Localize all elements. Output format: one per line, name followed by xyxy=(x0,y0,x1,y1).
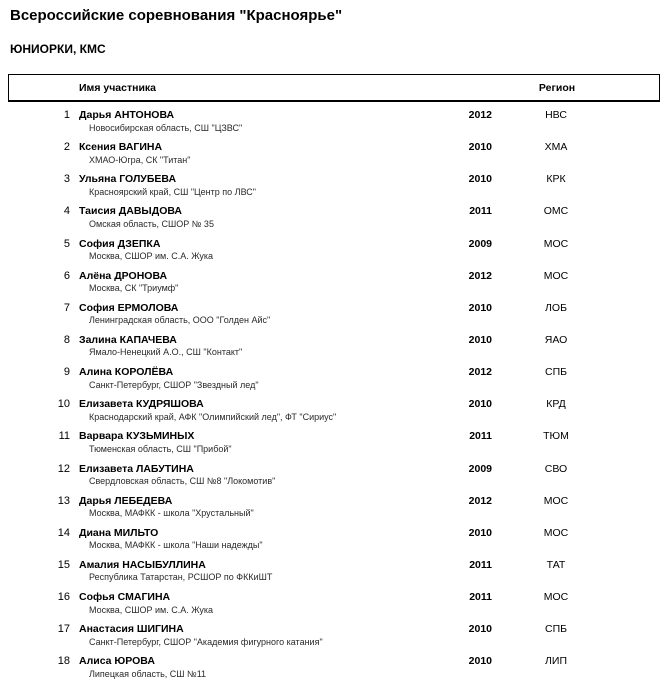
participant-club: Москва, МАФКК - школа "Хрустальный" xyxy=(89,508,254,519)
participant-club: Красноярский край, СШ "Центр по ЛВС" xyxy=(89,186,256,197)
table-row xyxy=(0,104,668,136)
participant-club: Свердловская область, СШ №8 "Локомотив" xyxy=(89,476,276,487)
row-number: 12 xyxy=(57,462,70,475)
row-number: 13 xyxy=(57,494,70,507)
table-row xyxy=(0,586,668,618)
participant-birth-year: 2010 xyxy=(468,301,492,314)
participant-name: София ДЗЕПКА xyxy=(79,237,161,250)
participant-name: Анастасия ШИГИНА xyxy=(79,623,184,636)
participant-club: Тюменская область, СШ "Прибой" xyxy=(89,443,232,454)
participant-region-code: МОС xyxy=(543,269,569,282)
participant-name: Дарья ЛЕБЕДЕВА xyxy=(79,494,173,507)
participant-birth-year: 2010 xyxy=(468,173,492,186)
participant-name: Алёна ДРОНОВА xyxy=(79,269,168,282)
participant-birth-year: 2012 xyxy=(468,269,492,282)
row-number: 18 xyxy=(57,655,70,668)
row-number: 6 xyxy=(63,269,70,282)
row-number: 10 xyxy=(57,398,70,411)
participant-birth-year: 2010 xyxy=(468,141,492,154)
row-number: 4 xyxy=(63,205,70,218)
table-row xyxy=(0,650,668,682)
participant-club: Ямало-Ненецкий А.О., СШ "Контакт" xyxy=(89,347,243,358)
row-number: 5 xyxy=(63,237,70,250)
row-number: 1 xyxy=(63,109,70,121)
row-number: 17 xyxy=(57,623,70,636)
participant-name: Таисия ДАВЫДОВА xyxy=(79,205,183,218)
participant-club: Новосибирская область, СШ "ЦЗВС" xyxy=(89,122,243,133)
row-number: 11 xyxy=(58,430,70,443)
participant-name: Ульяна ГОЛУБЕВА xyxy=(79,173,177,186)
participant-name: Елизавета ЛАБУТИНА xyxy=(79,462,194,475)
column-header-name: Имя участника xyxy=(79,82,157,94)
table-row xyxy=(0,393,668,425)
participant-birth-year: 2012 xyxy=(468,494,492,507)
participant-birth-year: 2010 xyxy=(468,398,492,411)
participant-club: Краснодарский край, АФК "Олимпийский лед", ФТ "Сириус" xyxy=(89,411,337,422)
table-row xyxy=(0,297,668,329)
participant-club: Москва, СК "Триумф" xyxy=(89,283,179,294)
participant-club: Санкт-Петербург, СШОР "Звездный лед" xyxy=(89,379,259,390)
participant-region-code: ЛОБ xyxy=(545,301,567,314)
participant-name: Ксения ВАГИНА xyxy=(79,141,163,154)
participant-name: Амалия НАСЫБУЛЛИНА xyxy=(79,558,206,571)
participant-club: Ленинградская область, ООО "Голден Айс" xyxy=(89,315,271,326)
table-header xyxy=(8,74,660,102)
participant-birth-year: 2009 xyxy=(468,237,492,250)
participant-birth-year: 2012 xyxy=(468,109,492,121)
row-number: 15 xyxy=(57,558,70,571)
participant-region-code: МОС xyxy=(543,526,569,539)
participant-region-code: МОС xyxy=(543,494,569,507)
page-title: Всероссийские соревнования "Красноярье" xyxy=(10,7,343,24)
participant-club: Санкт-Петербург, СШОР "Академия фигурного катания" xyxy=(89,636,323,647)
table-row xyxy=(0,136,668,168)
participant-region-code: НВС xyxy=(545,109,567,121)
participant-birth-year: 2012 xyxy=(468,366,492,379)
participant-birth-year: 2011 xyxy=(469,205,492,218)
table-row xyxy=(0,168,668,200)
participant-region-code: МОС xyxy=(543,237,569,250)
row-number: 8 xyxy=(63,333,70,346)
row-number: 9 xyxy=(63,366,70,379)
participant-region-code: ЛИП xyxy=(545,655,567,668)
participant-birth-year: 2010 xyxy=(468,655,492,668)
participant-region-code: ХМА xyxy=(544,141,568,154)
participant-birth-year: 2010 xyxy=(468,623,492,636)
participant-region-code: КРД xyxy=(546,398,566,411)
participant-name: Диана МИЛЬТО xyxy=(79,526,159,539)
participant-region-code: СПБ xyxy=(544,366,568,379)
table-row xyxy=(0,458,668,490)
participant-region-code: КРК xyxy=(546,173,566,186)
participant-club: ХМАО-Югра, СК "Титан" xyxy=(89,154,191,165)
table-row xyxy=(0,361,668,393)
participant-region-code: МОС xyxy=(543,591,569,604)
participant-region-code: СПБ xyxy=(544,623,568,636)
column-header-region: Регион xyxy=(538,82,576,94)
row-number: 7 xyxy=(63,301,70,314)
participant-club: Республика Татарстан, РСШОР по ФККиШТ xyxy=(89,572,273,583)
participant-name: Алиса ЮРОВА xyxy=(79,655,155,668)
participant-name: Елизавета КУДРЯШОВА xyxy=(79,398,204,411)
participant-name: Алина КОРОЛЁВА xyxy=(79,366,174,379)
participant-club: Омская область, СШОР № 35 xyxy=(89,218,214,229)
participant-birth-year: 2011 xyxy=(469,558,492,571)
row-number: 16 xyxy=(57,591,70,604)
table-row xyxy=(0,200,668,232)
table-row xyxy=(0,554,668,586)
participant-birth-year: 2010 xyxy=(468,526,492,539)
participant-region-code: ЯАО xyxy=(544,333,568,346)
participant-club: Москва, СШОР им. С.А. Жука xyxy=(89,604,214,615)
participant-club: Москва, СШОР им. С.А. Жука xyxy=(89,251,214,262)
section-title: ЮНИОРКИ, КМС xyxy=(10,42,106,56)
participant-region-code: ТЮМ xyxy=(543,430,569,443)
participant-name: Залина КАПАЧЕВА xyxy=(79,333,177,346)
participant-birth-year: 2010 xyxy=(468,333,492,346)
participant-club: Москва, МАФКК - школа "Наши надежды" xyxy=(89,540,263,551)
table-row xyxy=(0,265,668,297)
table-row xyxy=(0,618,668,650)
participant-birth-year: 2011 xyxy=(469,430,492,443)
table-row xyxy=(0,233,668,265)
participant-club: Липецкая область, СШ №11 xyxy=(89,668,207,679)
participant-region-code: ТАТ xyxy=(546,558,566,571)
table-row xyxy=(0,329,668,361)
participant-birth-year: 2009 xyxy=(468,462,492,475)
row-number: 14 xyxy=(57,526,70,539)
participant-region-code: СВО xyxy=(544,462,568,475)
table-row xyxy=(0,425,668,457)
row-number: 2 xyxy=(63,141,70,154)
row-number: 3 xyxy=(63,173,70,186)
table-row xyxy=(0,522,668,554)
participant-birth-year: 2011 xyxy=(469,591,492,604)
participant-name: София ЕРМОЛОВА xyxy=(79,301,179,314)
table-row xyxy=(0,490,668,522)
participants-list xyxy=(0,104,668,683)
participant-name: Варвара КУЗЬМИНЫХ xyxy=(79,430,195,443)
participant-name: Дарья АНТОНОВА xyxy=(79,109,175,121)
participant-region-code: ОМС xyxy=(543,205,569,218)
participant-name: Софья СМАГИНА xyxy=(79,591,171,604)
